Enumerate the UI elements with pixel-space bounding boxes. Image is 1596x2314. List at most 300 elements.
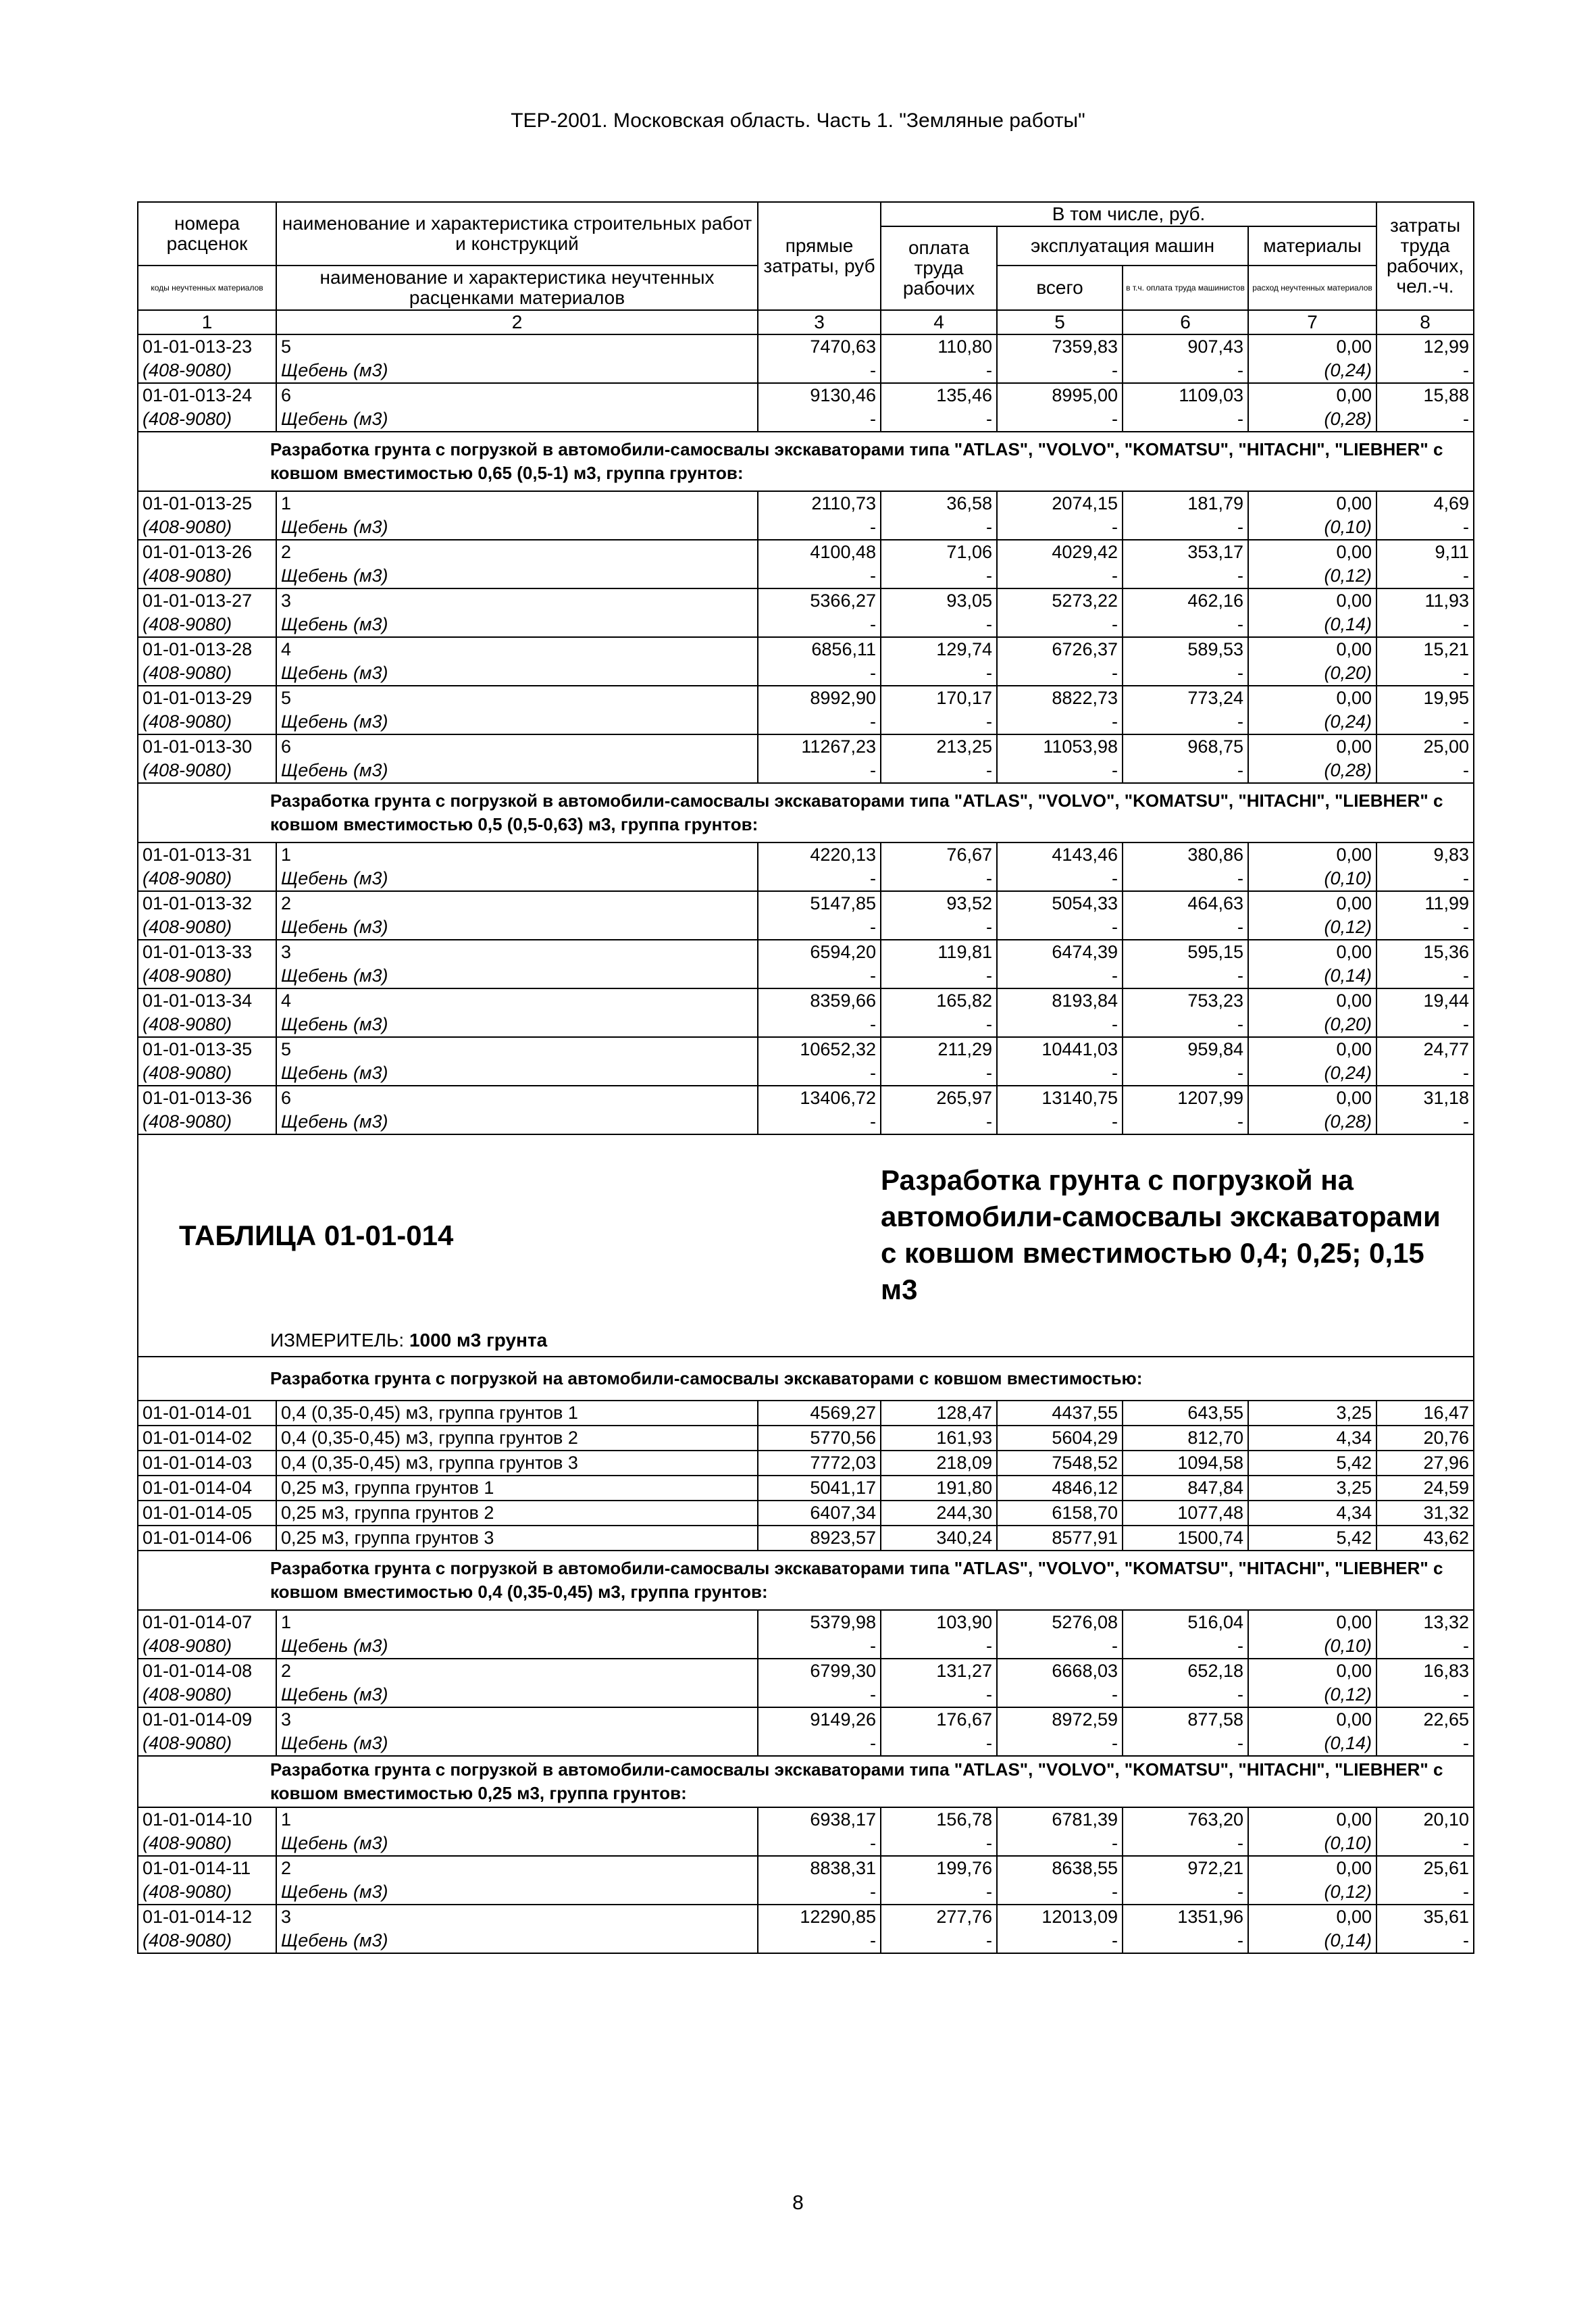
material-name: Щебень (м3) [276, 1929, 758, 1953]
materials-cost: 0,00 [1248, 940, 1376, 964]
material-row [138, 759, 1474, 783]
material-mpay: - [1123, 1061, 1248, 1086]
labor-hours: 35,61 [1376, 1905, 1474, 1929]
material-name: Щебень (м3) [276, 915, 758, 940]
material-labor: - [881, 1732, 997, 1756]
section-title: Разработка грунта с погрузкой на автомобили-самосвалы экскаваторами с ковшом вместимостью: [138, 1357, 1474, 1401]
material-machines: - [997, 1110, 1123, 1134]
material-name: Щебень (м3) [276, 564, 758, 588]
material-labor: - [881, 1683, 997, 1707]
machines-total: 7359,83 [997, 334, 1123, 359]
rate-name: 6 [276, 1086, 758, 1110]
machinists-pay: 972,21 [1123, 1856, 1248, 1880]
material-direct: - [758, 1634, 881, 1659]
section-title: Разработка грунта с погрузкой в автомобили-самосвалы экскаваторами типа "ATLAS", "VOLVO", "KOMATSU", "HITACHI", "LIEBHER" с ковшом вместимостью 0,5 (0,5-0,63) м3, группа грунтов: [138, 783, 1474, 842]
labor-hours: 16,47 [1376, 1401, 1474, 1426]
labor-hours: 13,32 [1376, 1610, 1474, 1634]
material-consumption: (0,28) [1248, 1110, 1376, 1134]
material-labor: - [881, 1880, 997, 1905]
material-code: (408-9080) [138, 613, 276, 637]
material-name: Щебень (м3) [276, 359, 758, 383]
table-row [138, 842, 1474, 867]
labor-pay: 244,30 [881, 1501, 997, 1526]
material-labor: - [881, 1929, 997, 1953]
rate-name: 6 [276, 734, 758, 759]
machines-total: 6158,70 [997, 1501, 1123, 1526]
direct-cost: 7772,03 [758, 1451, 881, 1476]
material-direct: - [758, 915, 881, 940]
col-materials-sub: расход неучтенных материалов [1248, 266, 1376, 310]
material-consumption: (0,28) [1248, 407, 1376, 432]
labor-pay: 218,09 [881, 1451, 997, 1476]
material-row [138, 407, 1474, 432]
machinists-pay: 959,84 [1123, 1037, 1248, 1061]
material-code: (408-9080) [138, 1634, 276, 1659]
material-row [138, 1061, 1474, 1086]
col-machines-head: эксплуатация машин [997, 226, 1248, 266]
direct-cost: 11267,23 [758, 734, 881, 759]
material-consumption: (0,20) [1248, 1013, 1376, 1037]
rate-code: 01-01-014-05 [138, 1501, 276, 1526]
labor-hours: 12,99 [1376, 334, 1474, 359]
material-code: (408-9080) [138, 1013, 276, 1037]
labor-pay: 103,90 [881, 1610, 997, 1634]
rate-code: 01-01-014-11 [138, 1856, 276, 1880]
material-hours: - [1376, 759, 1474, 783]
rate-code: 01-01-013-34 [138, 988, 276, 1013]
material-direct: - [758, 1880, 881, 1905]
materials-cost: 4,34 [1248, 1426, 1376, 1451]
col-codes-head: номера расценок [138, 202, 276, 266]
labor-pay: 93,52 [881, 891, 997, 915]
material-mpay: - [1123, 1929, 1248, 1953]
machinists-pay: 847,84 [1123, 1476, 1248, 1501]
measure-line [138, 1322, 1474, 1357]
machinists-pay: 181,79 [1123, 491, 1248, 515]
material-row [138, 1110, 1474, 1134]
table-row [138, 1037, 1474, 1061]
material-hours: - [1376, 661, 1474, 686]
material-direct: - [758, 515, 881, 540]
rate-code: 01-01-013-26 [138, 540, 276, 564]
material-code: (408-9080) [138, 1110, 276, 1134]
labor-hours: 11,93 [1376, 588, 1474, 613]
rate-name: 0,4 (0,35-0,45) м3, группа грунтов 3 [276, 1451, 758, 1476]
direct-cost: 8992,90 [758, 686, 881, 710]
direct-cost: 12290,85 [758, 1905, 881, 1929]
material-machines: - [997, 515, 1123, 540]
rate-code: 01-01-013-23 [138, 334, 276, 359]
materials-cost: 3,25 [1248, 1401, 1376, 1426]
material-mpay: - [1123, 1110, 1248, 1134]
material-code: (408-9080) [138, 661, 276, 686]
material-machines: - [997, 1013, 1123, 1037]
material-labor: - [881, 1110, 997, 1134]
machines-total: 8577,91 [997, 1526, 1123, 1551]
machinists-pay: 464,63 [1123, 891, 1248, 915]
rate-code: 01-01-013-28 [138, 637, 276, 661]
materials-cost: 0,00 [1248, 491, 1376, 515]
material-mpay: - [1123, 1880, 1248, 1905]
material-machines: - [997, 359, 1123, 383]
material-mpay: - [1123, 915, 1248, 940]
material-labor: - [881, 710, 997, 734]
rows-block-5 [138, 1610, 1474, 1756]
machines-total: 6474,39 [997, 940, 1123, 964]
material-code: (408-9080) [138, 964, 276, 988]
section-1 [138, 432, 1474, 491]
materials-cost: 0,00 [1248, 1807, 1376, 1832]
material-mpay: - [1123, 1832, 1248, 1856]
material-hours: - [1376, 1634, 1474, 1659]
material-labor: - [881, 613, 997, 637]
material-name: Щебень (м3) [276, 407, 758, 432]
col-num-3: 3 [758, 310, 881, 334]
machinists-pay: 1351,96 [1123, 1905, 1248, 1929]
rate-name: 3 [276, 1905, 758, 1929]
material-consumption: (0,20) [1248, 661, 1376, 686]
material-hours: - [1376, 407, 1474, 432]
table-row [138, 1659, 1474, 1683]
rate-code: 01-01-014-03 [138, 1451, 276, 1476]
labor-pay: 135,46 [881, 383, 997, 407]
labor-pay: 119,81 [881, 940, 997, 964]
machinists-pay: 763,20 [1123, 1807, 1248, 1832]
material-hours: - [1376, 613, 1474, 637]
machines-total: 6668,03 [997, 1659, 1123, 1683]
table-row [138, 988, 1474, 1013]
material-mpay: - [1123, 1634, 1248, 1659]
rate-code: 01-01-013-27 [138, 588, 276, 613]
rate-name: 5 [276, 334, 758, 359]
material-hours: - [1376, 867, 1474, 891]
labor-hours: 27,96 [1376, 1451, 1474, 1476]
materials-cost: 0,00 [1248, 1905, 1376, 1929]
material-machines: - [997, 564, 1123, 588]
material-machines: - [997, 964, 1123, 988]
machinists-pay: 353,17 [1123, 540, 1248, 564]
direct-cost: 4220,13 [758, 842, 881, 867]
rate-name: 2 [276, 1659, 758, 1683]
direct-cost: 9130,46 [758, 383, 881, 407]
material-code: (408-9080) [138, 1732, 276, 1756]
table-row [138, 491, 1474, 515]
rate-name: 3 [276, 940, 758, 964]
labor-pay: 265,97 [881, 1086, 997, 1110]
material-mpay: - [1123, 759, 1248, 783]
machines-total: 4029,42 [997, 540, 1123, 564]
material-direct: - [758, 564, 881, 588]
machines-total: 7548,52 [997, 1451, 1123, 1476]
material-hours: - [1376, 1013, 1474, 1037]
labor-hours: 24,59 [1376, 1476, 1474, 1501]
material-hours: - [1376, 710, 1474, 734]
material-code: (408-9080) [138, 564, 276, 588]
material-mpay: - [1123, 564, 1248, 588]
machines-total: 4143,46 [997, 842, 1123, 867]
material-row [138, 564, 1474, 588]
labor-pay: 213,25 [881, 734, 997, 759]
machines-total: 10441,03 [997, 1037, 1123, 1061]
material-labor: - [881, 1832, 997, 1856]
material-name: Щебень (м3) [276, 515, 758, 540]
table-row [138, 1807, 1474, 1832]
col-num-2: 2 [276, 310, 758, 334]
machinists-pay: 1077,48 [1123, 1501, 1248, 1526]
labor-pay: 156,78 [881, 1807, 997, 1832]
machinists-pay: 516,04 [1123, 1610, 1248, 1634]
direct-cost: 5041,17 [758, 1476, 881, 1501]
machines-total: 8972,59 [997, 1707, 1123, 1732]
labor-pay: 71,06 [881, 540, 997, 564]
material-direct: - [758, 1832, 881, 1856]
labor-hours: 31,32 [1376, 1501, 1474, 1526]
direct-cost: 4569,27 [758, 1401, 881, 1426]
section-title: Разработка грунта с погрузкой в автомобили-самосвалы экскаваторами типа "ATLAS", "VOLVO", "KOMATSU", "HITACHI", "LIEBHER" с ковшом вместимостью 0,65 (0,5-1) м3, группа грунтов: [138, 432, 1474, 491]
material-machines: - [997, 1929, 1123, 1953]
material-code: (408-9080) [138, 710, 276, 734]
rate-code: 01-01-014-04 [138, 1476, 276, 1501]
material-code: (408-9080) [138, 515, 276, 540]
table-row [138, 637, 1474, 661]
direct-cost: 8838,31 [758, 1856, 881, 1880]
material-name: Щебень (м3) [276, 1634, 758, 1659]
rows-block-4 [138, 1401, 1474, 1551]
labor-pay: 191,80 [881, 1476, 997, 1501]
materials-cost: 0,00 [1248, 734, 1376, 759]
table-row [138, 1856, 1474, 1880]
materials-cost: 3,25 [1248, 1476, 1376, 1501]
material-name: Щебень (м3) [276, 1110, 758, 1134]
material-mpay: - [1123, 1013, 1248, 1037]
material-direct: - [758, 1929, 881, 1953]
labor-pay: 110,80 [881, 334, 997, 359]
material-consumption: (0,14) [1248, 613, 1376, 637]
material-labor: - [881, 964, 997, 988]
material-code: (408-9080) [138, 407, 276, 432]
material-code: (408-9080) [138, 915, 276, 940]
labor-pay: 93,05 [881, 588, 997, 613]
materials-cost: 0,00 [1248, 891, 1376, 915]
rate-code: 01-01-014-10 [138, 1807, 276, 1832]
material-mpay: - [1123, 613, 1248, 637]
rate-code: 01-01-013-29 [138, 686, 276, 710]
material-direct: - [758, 1013, 881, 1037]
materials-cost: 0,00 [1248, 1610, 1376, 1634]
material-hours: - [1376, 515, 1474, 540]
material-mpay: - [1123, 867, 1248, 891]
material-direct: - [758, 1061, 881, 1086]
material-consumption: (0,24) [1248, 710, 1376, 734]
machinists-pay: 1500,74 [1123, 1526, 1248, 1551]
material-name: Щебень (м3) [276, 710, 758, 734]
material-mpay: - [1123, 359, 1248, 383]
col-name-head: наименование и характеристика строительных работ и конструкций [276, 202, 758, 266]
material-mpay: - [1123, 1732, 1248, 1756]
material-hours: - [1376, 564, 1474, 588]
direct-cost: 5366,27 [758, 588, 881, 613]
material-direct: - [758, 613, 881, 637]
material-code: (408-9080) [138, 1880, 276, 1905]
material-mpay: - [1123, 964, 1248, 988]
direct-cost: 2110,73 [758, 491, 881, 515]
labor-hours: 15,88 [1376, 383, 1474, 407]
table-title: ТАБЛИЦА 01-01-014 [138, 1134, 881, 1322]
material-hours: - [1376, 1732, 1474, 1756]
rate-name: 1 [276, 491, 758, 515]
direct-cost: 8359,66 [758, 988, 881, 1013]
rate-name: 3 [276, 1707, 758, 1732]
rate-name: 1 [276, 1610, 758, 1634]
col-num-7: 7 [1248, 310, 1376, 334]
material-consumption: (0,12) [1248, 1683, 1376, 1707]
material-row [138, 613, 1474, 637]
materials-cost: 0,00 [1248, 540, 1376, 564]
labor-hours: 31,18 [1376, 1086, 1474, 1110]
materials-cost: 0,00 [1248, 1037, 1376, 1061]
rate-code: 01-01-014-06 [138, 1526, 276, 1551]
material-name: Щебень (м3) [276, 1061, 758, 1086]
rate-code: 01-01-013-36 [138, 1086, 276, 1110]
material-consumption: (0,14) [1248, 1732, 1376, 1756]
rate-code: 01-01-014-08 [138, 1659, 276, 1683]
table-row [138, 1610, 1474, 1634]
labor-hours: 19,44 [1376, 988, 1474, 1013]
machines-total: 11053,98 [997, 734, 1123, 759]
rows-block-6 [138, 1807, 1474, 1953]
material-row [138, 661, 1474, 686]
machines-total: 5273,22 [997, 588, 1123, 613]
machines-total: 5604,29 [997, 1426, 1123, 1451]
material-row [138, 1683, 1474, 1707]
rate-code: 01-01-013-30 [138, 734, 276, 759]
labor-hours: 9,83 [1376, 842, 1474, 867]
table-row [138, 1905, 1474, 1929]
labor-pay: 176,67 [881, 1707, 997, 1732]
col-incl-head: В том числе, руб. [881, 202, 1376, 226]
machines-total: 8822,73 [997, 686, 1123, 710]
rows-block-1 [138, 334, 1474, 432]
material-labor: - [881, 515, 997, 540]
materials-cost: 0,00 [1248, 1856, 1376, 1880]
materials-cost: 0,00 [1248, 1659, 1376, 1683]
table-row [138, 334, 1474, 359]
machines-total: 5054,33 [997, 891, 1123, 915]
material-labor: - [881, 359, 997, 383]
section-3 [138, 1357, 1474, 1401]
material-consumption: (0,24) [1248, 359, 1376, 383]
materials-cost: 0,00 [1248, 334, 1376, 359]
material-machines: - [997, 759, 1123, 783]
labor-hours: 24,77 [1376, 1037, 1474, 1061]
col-codes-sub: коды неучтенных материалов [138, 266, 276, 310]
rate-code: 01-01-013-35 [138, 1037, 276, 1061]
material-hours: - [1376, 1110, 1474, 1134]
material-row [138, 1832, 1474, 1856]
rate-code: 01-01-014-02 [138, 1426, 276, 1451]
table-row [138, 1707, 1474, 1732]
material-machines: - [997, 915, 1123, 940]
direct-cost: 8923,57 [758, 1526, 881, 1551]
material-consumption: (0,14) [1248, 964, 1376, 988]
material-consumption: (0,14) [1248, 1929, 1376, 1953]
materials-cost: 0,00 [1248, 842, 1376, 867]
material-hours: - [1376, 1683, 1474, 1707]
rate-name: 0,4 (0,35-0,45) м3, группа грунтов 1 [276, 1401, 758, 1426]
rate-code: 01-01-014-01 [138, 1401, 276, 1426]
materials-cost: 0,00 [1248, 1707, 1376, 1732]
material-hours: - [1376, 1880, 1474, 1905]
rate-name: 2 [276, 540, 758, 564]
col-num-8: 8 [1376, 310, 1474, 334]
machines-total: 8193,84 [997, 988, 1123, 1013]
direct-cost: 6799,30 [758, 1659, 881, 1683]
material-name: Щебень (м3) [276, 1732, 758, 1756]
rows-block-2 [138, 491, 1474, 783]
direct-cost: 10652,32 [758, 1037, 881, 1061]
measure-label: ИЗМЕРИТЕЛЬ: [270, 1330, 409, 1351]
rate-name: 2 [276, 891, 758, 915]
machines-total: 6781,39 [997, 1807, 1123, 1832]
rate-name: 5 [276, 686, 758, 710]
machines-total: 4846,12 [997, 1476, 1123, 1501]
labor-hours: 9,11 [1376, 540, 1474, 564]
table-row [138, 1476, 1474, 1501]
machinists-pay: 812,70 [1123, 1426, 1248, 1451]
machinists-pay: 462,16 [1123, 588, 1248, 613]
material-row [138, 515, 1474, 540]
material-mpay: - [1123, 710, 1248, 734]
material-code: (408-9080) [138, 359, 276, 383]
section-title: Разработка грунта с погрузкой в автомобили-самосвалы экскаваторами типа "ATLAS", "VOLVO", "KOMATSU", "HITACHI", "LIEBHER" с ковшом вместимостью 0,4 (0,35-0,45) м3, группа грунтов: [138, 1551, 1474, 1610]
material-labor: - [881, 1013, 997, 1037]
table-row [138, 1426, 1474, 1451]
materials-cost: 0,00 [1248, 383, 1376, 407]
material-machines: - [997, 1832, 1123, 1856]
material-name: Щебень (м3) [276, 1683, 758, 1707]
section-4 [138, 1551, 1474, 1610]
col-name-sub: наименование и характеристика неучтенных расценками материалов [276, 266, 758, 310]
table-row [138, 1451, 1474, 1476]
material-row [138, 867, 1474, 891]
materials-cost: 5,42 [1248, 1526, 1376, 1551]
rate-name: 0,25 м3, группа грунтов 3 [276, 1526, 758, 1551]
labor-pay: 170,17 [881, 686, 997, 710]
material-machines: - [997, 661, 1123, 686]
machines-total: 8995,00 [997, 383, 1123, 407]
rate-name: 3 [276, 588, 758, 613]
labor-hours: 4,69 [1376, 491, 1474, 515]
material-hours: - [1376, 964, 1474, 988]
machinists-pay: 1109,03 [1123, 383, 1248, 407]
material-direct: - [758, 759, 881, 783]
table-title-block [138, 1134, 1474, 1357]
section-5 [138, 1756, 1474, 1807]
col-materials-head: материалы [1248, 226, 1376, 266]
material-mpay: - [1123, 661, 1248, 686]
col-laborcost-head: затраты труда рабочих, чел.-ч. [1376, 202, 1474, 310]
material-machines: - [997, 407, 1123, 432]
material-row [138, 1634, 1474, 1659]
labor-pay: 36,58 [881, 491, 997, 515]
table-row [138, 383, 1474, 407]
material-machines: - [997, 1732, 1123, 1756]
material-machines: - [997, 1683, 1123, 1707]
section-title: Разработка грунта с погрузкой в автомобили-самосвалы экскаваторами типа "ATLAS", "VOLVO", "KOMATSU", "HITACHI", "LIEBHER" с ковшом вместимостью 0,25 м3, группа грунтов: [138, 1756, 1474, 1807]
material-consumption: (0,10) [1248, 867, 1376, 891]
machines-total: 2074,15 [997, 491, 1123, 515]
rate-name: 2 [276, 1856, 758, 1880]
